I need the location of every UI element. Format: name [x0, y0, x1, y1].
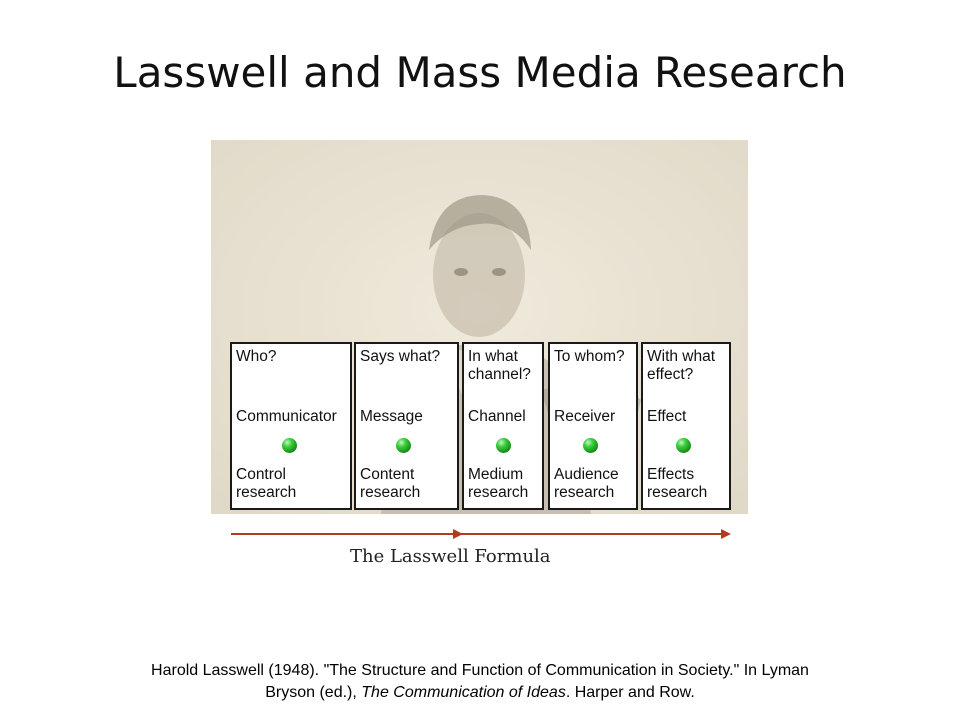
research-audience: Audience research: [554, 466, 619, 501]
citation: [0, 660, 960, 704]
slide-title: Lasswell and Mass Media Research: [113, 48, 847, 97]
research-effects: Effects research: [647, 466, 708, 501]
question-says-what: Says what?: [360, 348, 441, 365]
citation-line-1: Harold Lasswell (1948). "The Structure and Function of Communication in Society." In Lyman: [151, 662, 809, 679]
citation-publisher: . Harper and Row.: [565, 684, 695, 701]
citation-editor: Bryson (ed.),: [265, 684, 362, 701]
green-dot-icon: [282, 438, 297, 453]
box-with-what-effect: [641, 342, 731, 510]
question-in-what-channel: In what channel?: [468, 348, 531, 383]
research-content: Content research: [360, 466, 421, 501]
question-with-what-effect: With what effect?: [647, 348, 716, 383]
research-medium: Medium research: [468, 466, 529, 501]
formula-arrow: [231, 524, 731, 544]
formula-caption: The Lasswell Formula: [350, 546, 551, 567]
question-who: Who?: [236, 348, 277, 365]
research-control: Control research: [236, 466, 297, 501]
lasswell-formula-figure: [211, 140, 748, 514]
role-effect: Effect: [647, 408, 687, 425]
green-dot-icon: [676, 438, 691, 453]
box-says-what: [354, 342, 459, 510]
citation-work-title: The Communication of Ideas: [361, 684, 566, 701]
box-who: [230, 342, 352, 510]
role-receiver: Receiver: [554, 408, 616, 425]
green-dot-icon: [496, 438, 511, 453]
green-dot-icon: [396, 438, 411, 453]
role-channel: Channel: [468, 408, 526, 425]
green-dot-icon: [583, 438, 598, 453]
question-to-whom: To whom?: [554, 348, 625, 365]
box-in-what-channel: [462, 342, 544, 510]
box-to-whom: [548, 342, 638, 510]
role-communicator: Communicator: [236, 408, 337, 425]
role-message: Message: [360, 408, 423, 425]
